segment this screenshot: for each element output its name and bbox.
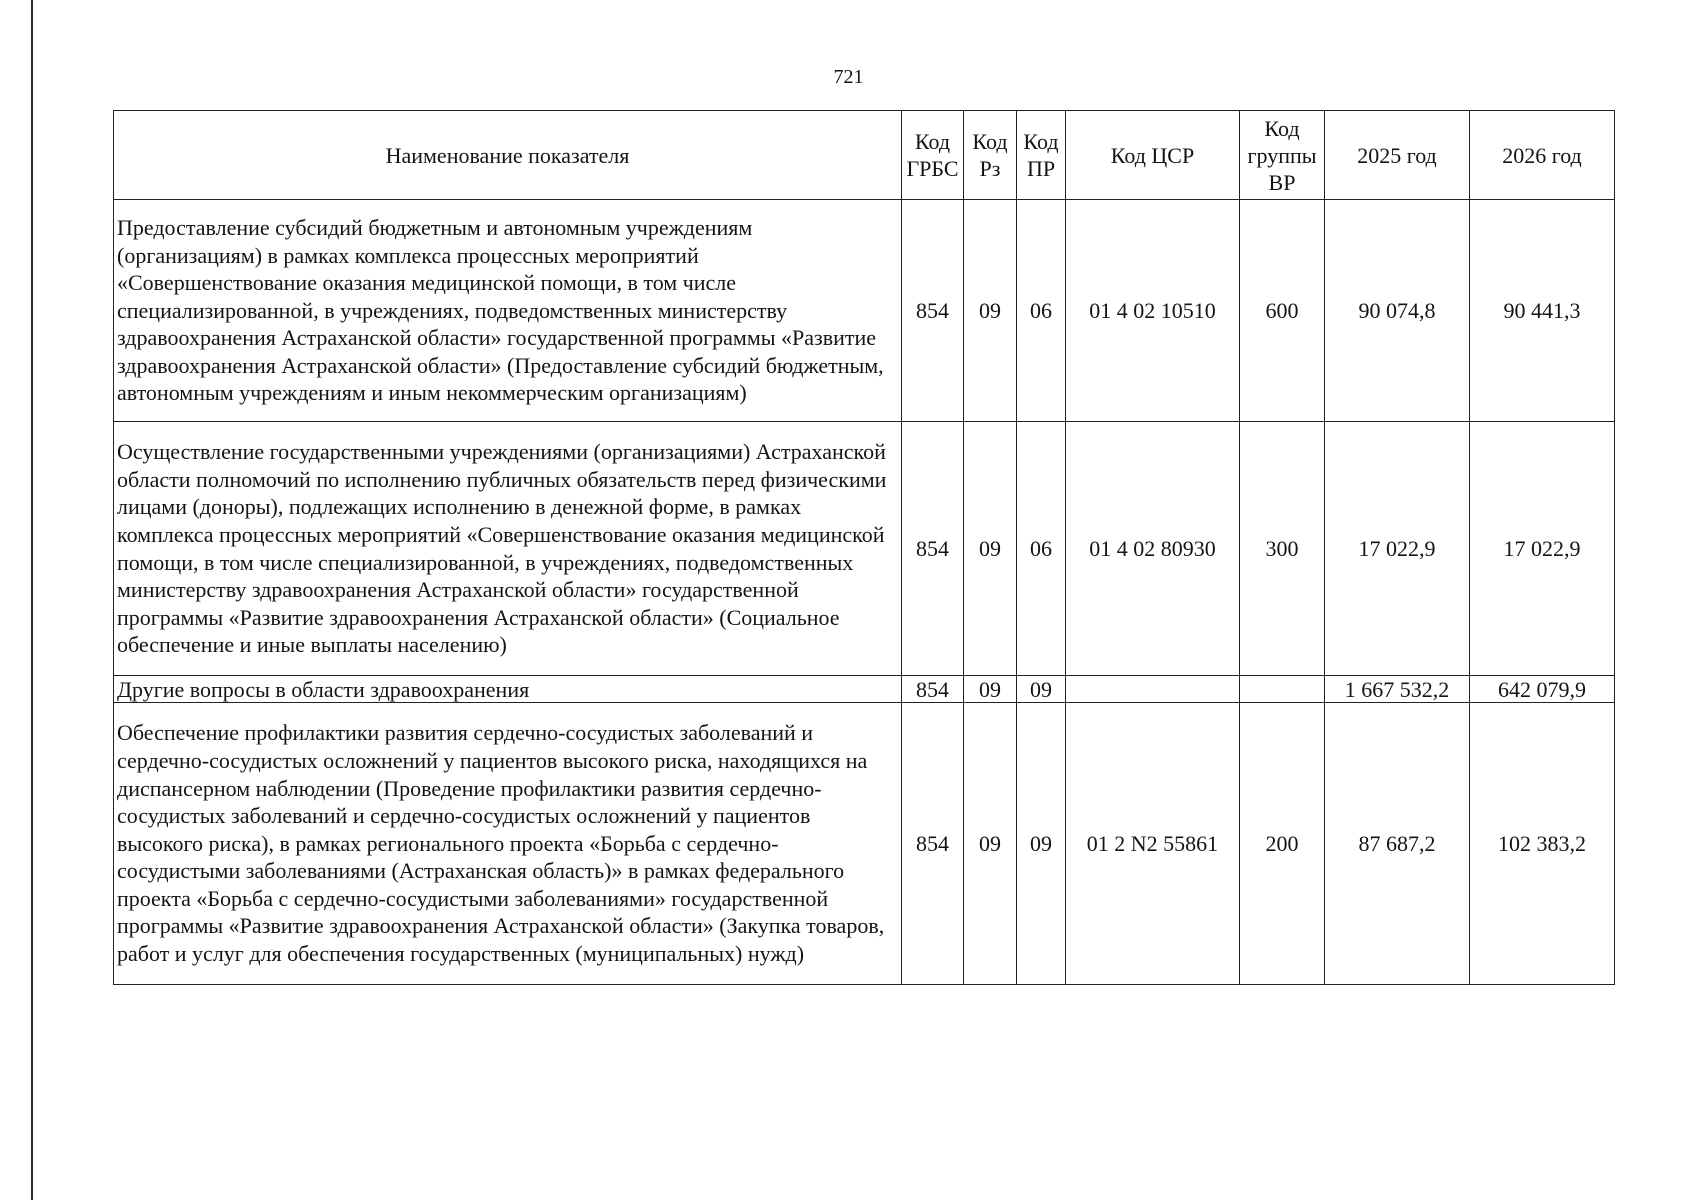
- row-name: Обеспечение профилактики развития сердечно-сосудистых заболеваний и сердечно-сосудистых осложнений у пациентов высокого риска, находящихся на диспансерном наблюдении (Проведение профилактики развития сердечно-сосудистых заболеваний и сердечно-сосудистых осложнений у пациентов высокого риска), в рамках регионального проекта «Борьба с сердечно-сосудистыми заболеваниями (Астраханская область)» в рамках федерального проекта «Борьба с сердечно-сосудистыми заболеваниями» государственной программы «Развитие здравоохранения Астраханской области» (Закупка товаров, работ и услуг для обеспечения государственных (муниципальных) нужд): [114, 703, 902, 985]
- row-grbs: 854: [902, 676, 964, 703]
- row-rz: 09: [964, 422, 1017, 676]
- row-csr: 01 4 02 10510: [1066, 200, 1240, 422]
- header-csr: Код ЦСР: [1066, 111, 1240, 200]
- row-csr: [1066, 676, 1240, 703]
- row-2026: 642 079,9: [1470, 676, 1615, 703]
- row-pr: 09: [1017, 676, 1066, 703]
- row-vr: 200: [1240, 703, 1325, 985]
- table-row: [114, 676, 1615, 703]
- row-2025: 17 022,9: [1325, 422, 1470, 676]
- table-row: [114, 200, 1615, 422]
- row-vr: 300: [1240, 422, 1325, 676]
- row-rz: 09: [964, 676, 1017, 703]
- header-name: Наименование показателя: [114, 111, 902, 200]
- left-margin-line: [31, 0, 33, 1200]
- row-2025: 90 074,8: [1325, 200, 1470, 422]
- row-grbs: 854: [902, 200, 964, 422]
- header-2026: 2026 год: [1470, 111, 1615, 200]
- page-number: 721: [833, 66, 864, 88]
- row-2025: 1 667 532,2: [1325, 676, 1470, 703]
- table-row: [114, 422, 1615, 676]
- row-name: Предоставление субсидий бюджетным и автономным учреждениям (организациям) в рамках комплекса процессных мероприятий «Совершенствование оказания медицинской помощи, в том числе специализированной, в учреждениях, подведомственных министерству здравоохранения Астраханской области» государственной программы «Развитие здравоохранения Астраханской области» (Предоставление субсидий бюджетным, автономным учреждениям и иным некоммерческим организациям): [114, 200, 902, 422]
- table-header-row: [114, 111, 1615, 200]
- row-2025: 87 687,2: [1325, 703, 1470, 985]
- row-2026: 102 383,2: [1470, 703, 1615, 985]
- budget-table: [113, 110, 1615, 985]
- row-csr: 01 4 02 80930: [1066, 422, 1240, 676]
- table-row: [114, 703, 1615, 985]
- row-grbs: 854: [902, 422, 964, 676]
- row-2026: 90 441,3: [1470, 200, 1615, 422]
- row-name: Осуществление государственными учреждениями (организациями) Астраханской области полномочий по исполнению публичных обязательств перед физическими лицами (доноры), подлежащих исполнению в денежной форме, в рамках комплекса процессных мероприятий «Совершенствование оказания медицинской помощи, в том числе специализированной, в учреждениях, подведомственных министерству здравоохранения Астраханской области» государственной программы «Развитие здравоохранения Астраханской области» (Социальное обеспечение и иные выплаты населению): [114, 422, 902, 676]
- row-vr: [1240, 676, 1325, 703]
- header-2025: 2025 год: [1325, 111, 1470, 200]
- row-vr: 600: [1240, 200, 1325, 422]
- row-name: Другие вопросы в области здравоохранения: [114, 676, 902, 703]
- header-pr: Код ПР: [1017, 111, 1066, 200]
- header-grbs: Код ГРБС: [902, 111, 964, 200]
- row-pr: 06: [1017, 200, 1066, 422]
- row-csr: 01 2 N2 55861: [1066, 703, 1240, 985]
- row-pr: 06: [1017, 422, 1066, 676]
- row-2026: 17 022,9: [1470, 422, 1615, 676]
- row-rz: 09: [964, 703, 1017, 985]
- row-rz: 09: [964, 200, 1017, 422]
- header-rz: Код Рз: [964, 111, 1017, 200]
- row-pr: 09: [1017, 703, 1066, 985]
- header-vr: Код группы ВР: [1240, 111, 1325, 200]
- row-grbs: 854: [902, 703, 964, 985]
